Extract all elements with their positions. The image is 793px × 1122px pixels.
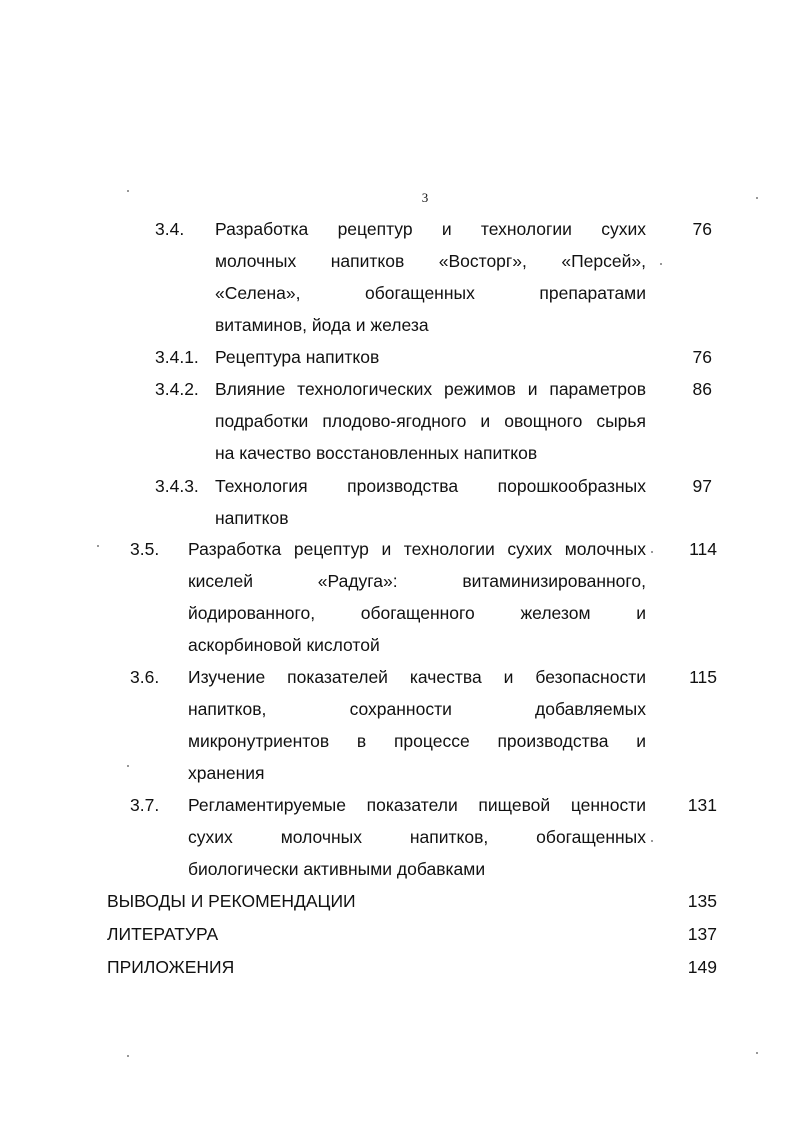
scan-speck [651,840,653,842]
toc-entry-conclusions [107,885,720,917]
scan-speck [97,545,99,547]
toc-entry-line: микронутриентов в процессе производства и [188,731,646,751]
toc-entry-line: аскорбиновой кислотой [188,635,380,655]
toc-entry-line: напитков, сохранности добавляемых [188,699,646,719]
toc-entry-3-5 [130,533,720,661]
toc-entry-line: подработки плодово-ягодного и овощного сырья [215,411,646,431]
toc-entry-page: 115 [689,667,717,687]
toc-entry-line: Разработка рецептур и технологии сухих молочных [188,539,646,559]
toc-entry-number: 3.4.1. [155,347,199,367]
toc-entry-page: 76 [692,347,712,367]
toc-entry-line: ЛИТЕРАТУРА [107,924,219,944]
toc-entry-page: 97 [692,476,712,496]
toc-entry-line: биологически активными добавками [188,859,486,879]
toc-entry-page: 137 [687,924,717,944]
toc-entry-3-6 [130,661,720,789]
toc-entry-title [188,661,646,789]
toc-entry-line: напитков [215,508,289,528]
scan-speck [651,551,653,553]
scan-speck [127,1055,129,1057]
toc-entry-appendices [107,951,720,983]
page-number: 3 [421,190,429,205]
toc-entry-number: 3.5. [130,539,160,559]
toc-entry-3-4-1 [155,341,720,373]
toc-entry-title [215,341,646,373]
toc-entry-line: «Селена», обогащенных препаратами [215,283,646,303]
toc-entry-page: 135 [687,891,717,911]
toc-entry-line: киселей «Радуга»: витаминизированного, [188,571,646,591]
toc-entry-title [107,951,607,983]
toc-entry-line: Рецептура напитков [215,347,380,367]
toc-entry-line: на качество восстановленных напитков [215,443,538,463]
toc-entry-line: Технология производства порошкообразных [215,476,646,496]
scan-speck [660,263,662,265]
toc-entry-3-7 [130,789,720,885]
toc-entry-line: ПРИЛОЖЕНИЯ [107,957,235,977]
toc-entry-page: 149 [687,957,717,977]
toc-entry-title [107,885,607,917]
toc-entry-number: 3.7. [130,795,160,815]
toc-entry-title [188,533,646,661]
toc-entry-line: ВЫВОДЫ И РЕКОМЕНДАЦИИ [107,891,356,911]
toc-entry-line: Разработка рецептур и технологии сухих [215,219,646,239]
toc-entry-references [107,918,720,950]
toc-entry-number: 3.4.3. [155,476,199,496]
toc-entry-line: Изучение показателей качества и безопасности [188,667,646,687]
toc-entry-page: 76 [692,219,712,239]
toc-entry-line: витаминов, йода и железа [215,315,429,335]
toc-entry-number: 3.4.2. [155,379,199,399]
toc-entry-3-4-3 [155,470,720,534]
toc-entry-number: 3.6. [130,667,160,687]
toc-entry-line: молочных напитков «Восторг», «Персей», [215,251,646,271]
toc-entry-page: 86 [692,379,712,399]
toc-entry-title [107,918,607,950]
toc-entry-3-4-2 [155,373,720,469]
toc-entry-title [215,470,646,534]
toc-entry-title [215,213,646,341]
scan-speck [756,197,758,199]
toc-entry-line: йодированного, обогащенного железом и [188,603,646,623]
toc-entry-title [188,789,646,885]
toc-entry-line: сухих молочных напитков, обогащенных [188,827,646,847]
toc-entry-page: 114 [689,539,717,559]
toc-entry-line: хранения [188,763,265,783]
scan-speck [127,765,129,767]
toc-entry-title [215,373,646,469]
toc-entry-page: 131 [687,795,717,815]
toc-entry-number: 3.4. [155,219,185,239]
toc-entry-line: Регламентируемые показатели пищевой ценности [188,795,646,815]
scan-speck [127,190,129,192]
toc-entry-3-4 [155,213,720,341]
toc-entry-line: Влияние технологических режимов и параметров [215,379,646,399]
scan-speck [756,1052,758,1054]
